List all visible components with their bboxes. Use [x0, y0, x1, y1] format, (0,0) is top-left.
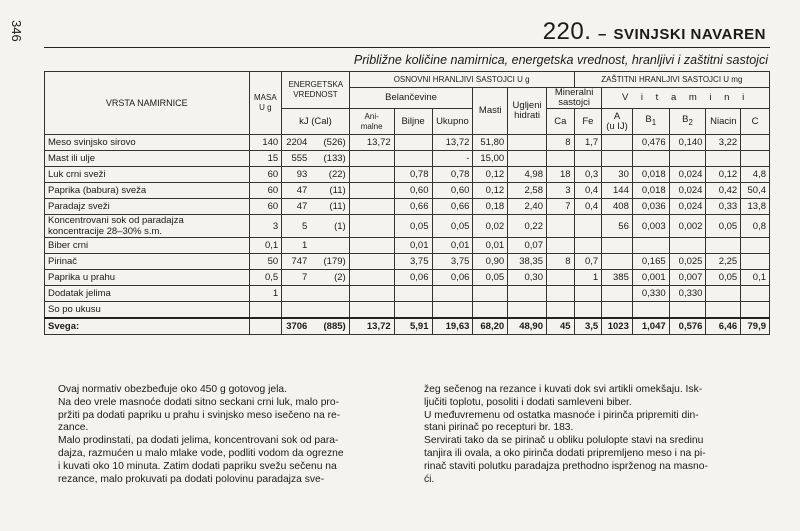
- text-line: tanjira ili ovala, a oko pirinča dodati pripremljeno meso i na pi-: [424, 447, 706, 459]
- cell-kj: 47: [282, 199, 311, 215]
- cell-c: 0,1: [741, 270, 770, 286]
- cell-fe: 0,4: [574, 199, 602, 215]
- nutrition-rows: [45, 135, 770, 335]
- text-line: Na deo vrele masnoće dodati sitno seckani crni luk, malo pro-: [58, 396, 340, 408]
- cell-carbs: [508, 302, 547, 319]
- food-name: [45, 215, 250, 238]
- col-c: C: [741, 109, 770, 135]
- cell-cal: (11): [310, 199, 349, 215]
- cell-cal: (885): [310, 318, 349, 335]
- cell-total: 3,75: [432, 254, 473, 270]
- cell-mass: 140: [249, 135, 282, 151]
- food-name: [45, 302, 250, 319]
- cell-niacin: 0,33: [706, 199, 741, 215]
- cell-b2: 0,024: [669, 183, 706, 199]
- cell-animal: [349, 167, 394, 183]
- cell-b1: 0,018: [632, 183, 669, 199]
- cell-fe: [574, 286, 602, 302]
- cell-plant: 0,66: [394, 199, 432, 215]
- cell-b2: 0,007: [669, 270, 706, 286]
- col-kj: kJ (Cal): [282, 109, 349, 135]
- text-line: Malo prodinstati, pa dodati jelima, koncentrovani sok od para-: [58, 435, 339, 447]
- cell-mass: 0,5: [249, 270, 282, 286]
- cell-fe: 0,7: [574, 254, 602, 270]
- cell-c: [741, 151, 770, 167]
- cell-carbs: 4,98: [508, 167, 547, 183]
- table-row: [45, 151, 770, 167]
- cell-fe: 3,5: [574, 318, 602, 335]
- cell-b2: [669, 238, 706, 254]
- cell-mass: 60: [249, 167, 282, 183]
- col-b1: $B_1$: [632, 109, 669, 135]
- table-row: [45, 238, 770, 254]
- cell-total: 19,63: [432, 318, 473, 335]
- cell-kj: 47: [282, 183, 311, 199]
- cell-b1: [632, 238, 669, 254]
- cell-kj: 555: [282, 151, 311, 167]
- cell-mass: 60: [249, 199, 282, 215]
- text-line: zance.: [58, 422, 89, 434]
- page-number: 346: [9, 20, 24, 42]
- recipe-dash: –: [598, 26, 607, 43]
- col-basic-group: OSNOVNI HRANLJIVI SASTOJCI U g: [349, 72, 574, 88]
- cell-c: 0,8: [741, 215, 770, 238]
- recipe-name: SVINJSKI NAVAREN: [613, 26, 766, 43]
- cell-cal: (11): [310, 183, 349, 199]
- cell-fe: [574, 238, 602, 254]
- cell-a: [602, 286, 633, 302]
- cell-fat: 0,02: [473, 215, 508, 238]
- cell-fat: 0,05: [473, 270, 508, 286]
- cell-kj: 3706: [282, 318, 311, 335]
- cell-ca: [547, 215, 575, 238]
- cell-b1: 0,018: [632, 167, 669, 183]
- cell-kj: 7: [282, 270, 311, 286]
- text-line: ći.: [424, 473, 435, 485]
- cell-cal: (133): [310, 151, 349, 167]
- cell-fe: 1: [574, 270, 602, 286]
- instructions-right-column: [424, 384, 774, 486]
- cell-total: 13,72: [432, 135, 473, 151]
- cell-ca: 3: [547, 183, 575, 199]
- cell-plant: [394, 151, 432, 167]
- text-line: U međuvremenu od ostatka masnoće i pirinča pripremiti din-: [424, 409, 699, 421]
- col-plant: Biljne: [394, 109, 432, 135]
- cell-mass: [249, 318, 282, 335]
- food-name-text: Paprika u prahu: [48, 272, 116, 283]
- food-name: [45, 167, 250, 183]
- cell-b1: [632, 302, 669, 319]
- cell-carbs: 38,35: [508, 254, 547, 270]
- food-name-text: Meso svinjsko sirovo: [48, 137, 136, 148]
- table-row: [45, 215, 770, 238]
- table-row: [45, 199, 770, 215]
- col-fe: Fe: [574, 109, 602, 135]
- food-name: [45, 318, 250, 335]
- table-row: [45, 135, 770, 151]
- cell-kj: 747: [282, 254, 311, 270]
- cell-plant: 0,01: [394, 238, 432, 254]
- cell-kj: [282, 302, 311, 319]
- cell-carbs: 48,90: [508, 318, 547, 335]
- cell-animal: [349, 254, 394, 270]
- cell-fat: 0,90: [473, 254, 508, 270]
- cell-plant: 0,78: [394, 167, 432, 183]
- col-proteins: Belančevine: [349, 88, 473, 109]
- text-line: i kuvati oko 10 minuta. Zatim dodati papriku svežu sečenu na: [58, 460, 337, 472]
- cell-niacin: 0,12: [706, 167, 741, 183]
- cell-ca: 45: [547, 318, 575, 335]
- col-fat: Masti: [473, 88, 508, 135]
- cell-c: [741, 238, 770, 254]
- cell-plant: [394, 135, 432, 151]
- cell-kj: 5: [282, 215, 311, 238]
- cell-niacin: [706, 151, 741, 167]
- cell-ca: [547, 151, 575, 167]
- cell-a: 30: [602, 167, 633, 183]
- cell-cal: [310, 286, 349, 302]
- instructions-left-column: [58, 384, 398, 486]
- col-energy: ENERGETSKA VREDNOST: [282, 72, 349, 109]
- cell-total: 0,78: [432, 167, 473, 183]
- food-name-text: Biber crni: [48, 240, 89, 251]
- cell-plant: [394, 302, 432, 319]
- cell-plant: 3,75: [394, 254, 432, 270]
- cell-ca: 8: [547, 135, 575, 151]
- cell-mass: 3: [249, 215, 282, 238]
- cell-niacin: [706, 302, 741, 319]
- cell-carbs: 0,30: [508, 270, 547, 286]
- cell-cal: (2): [310, 270, 349, 286]
- cell-kj: [282, 286, 311, 302]
- cell-mass: 60: [249, 183, 282, 199]
- cell-animal: [349, 238, 394, 254]
- cell-a: [602, 238, 633, 254]
- cell-animal: [349, 270, 394, 286]
- cell-fat: 68,20: [473, 318, 508, 335]
- cell-kj: 93: [282, 167, 311, 183]
- cell-total: 0,06: [432, 270, 473, 286]
- table-row: [45, 302, 770, 319]
- food-name-text: Paradajz sveži: [48, 201, 110, 212]
- cell-b1: 0,001: [632, 270, 669, 286]
- cell-c: 4,8: [741, 167, 770, 183]
- cell-fat: [473, 286, 508, 302]
- col-protective-group: ZAŠTITNI HRANLJIVI SASTOJCI U mg: [574, 72, 769, 88]
- col-ca: Ca: [547, 109, 575, 135]
- cell-carbs: 2,40: [508, 199, 547, 215]
- cell-niacin: 0,05: [706, 270, 741, 286]
- cell-total: 0,66: [432, 199, 473, 215]
- cell-a: [602, 135, 633, 151]
- header-rule: [44, 47, 770, 48]
- recipe-subtitle: Približne količine namirnica, energetska vrednost, hranljivi i zaštitni sastojci: [353, 53, 768, 67]
- cell-ca: 8: [547, 254, 575, 270]
- cell-animal: 13,72: [349, 318, 394, 335]
- cell-carbs: 0,22: [508, 215, 547, 238]
- cell-ca: 18: [547, 167, 575, 183]
- table-row: [45, 254, 770, 270]
- total-row: [45, 318, 770, 335]
- cell-cal: (1): [310, 215, 349, 238]
- cell-total: [432, 286, 473, 302]
- cell-ca: [547, 302, 575, 319]
- cell-b2: 0,576: [669, 318, 706, 335]
- col-niacin: Niacin: [706, 109, 741, 135]
- cell-mass: 15: [249, 151, 282, 167]
- cell-total: 0,01: [432, 238, 473, 254]
- cell-a: 56: [602, 215, 633, 238]
- text-line: Ovaj normativ obezbeđuje oko 450 g gotovog jela.: [58, 384, 287, 395]
- food-name-text: Dodatak jelima: [48, 288, 111, 299]
- food-name-text: So po ukusu: [48, 304, 101, 315]
- col-minerals: Mineralni sastojci: [547, 88, 602, 109]
- cell-a: [602, 302, 633, 319]
- cell-b2: 0,140: [669, 135, 706, 151]
- cell-fe: [574, 302, 602, 319]
- food-name: [45, 135, 250, 151]
- cell-mass: 1: [249, 286, 282, 302]
- cell-fat: 0,12: [473, 183, 508, 199]
- cell-niacin: [706, 286, 741, 302]
- col-carbs: Ugljeni hidrati: [508, 88, 547, 135]
- cell-fat: [473, 302, 508, 319]
- cell-niacin: 6,46: [706, 318, 741, 335]
- cell-b1: 0,036: [632, 199, 669, 215]
- food-name-text: Svega:: [48, 321, 80, 332]
- table-row: [45, 183, 770, 199]
- cell-fe: [574, 215, 602, 238]
- cell-total: 0,60: [432, 183, 473, 199]
- cell-animal: [349, 286, 394, 302]
- cell-cal: [310, 302, 349, 319]
- cell-carbs: [508, 286, 547, 302]
- cell-b2: 0,330: [669, 286, 706, 302]
- cell-b2: 0,002: [669, 215, 706, 238]
- food-name: [45, 270, 250, 286]
- table-row: [45, 270, 770, 286]
- cell-animal: [349, 151, 394, 167]
- cell-fe: 0,4: [574, 183, 602, 199]
- col-b2: $B_2$: [669, 109, 706, 135]
- cell-c: 79,9: [741, 318, 770, 335]
- cell-ca: [547, 286, 575, 302]
- cell-mass: [249, 302, 282, 319]
- cell-cal: [310, 238, 349, 254]
- cell-plant: 0,60: [394, 183, 432, 199]
- cell-b1: 0,003: [632, 215, 669, 238]
- cell-cal: (179): [310, 254, 349, 270]
- food-name-text: Mast ili ulje: [48, 153, 95, 164]
- col-total: Ukupno: [432, 109, 473, 135]
- cell-animal: [349, 199, 394, 215]
- cell-a: 144: [602, 183, 633, 199]
- cell-plant: [394, 286, 432, 302]
- cell-carbs: 0,07: [508, 238, 547, 254]
- cell-cal: (22): [310, 167, 349, 183]
- table-row: [45, 167, 770, 183]
- text-line: rinač staviti polutku paradajza prethodno isprženog na masno-: [424, 460, 708, 472]
- cell-fe: 1,7: [574, 135, 602, 151]
- food-name: [45, 286, 250, 302]
- food-name-text: Luk crni sveži: [48, 169, 106, 180]
- nutrition-table: [44, 71, 770, 335]
- food-name-text: Pirinač: [48, 256, 78, 267]
- cell-b2: [669, 302, 706, 319]
- cell-c: 50,4: [741, 183, 770, 199]
- food-name: [45, 183, 250, 199]
- cell-niacin: 0,42: [706, 183, 741, 199]
- cell-plant: 5,91: [394, 318, 432, 335]
- cell-a: [602, 151, 633, 167]
- cell-animal: [349, 302, 394, 319]
- cell-animal: [349, 215, 394, 238]
- cell-cal: (526): [310, 135, 349, 151]
- cell-fat: 15,00: [473, 151, 508, 167]
- cell-total: 0,05: [432, 215, 473, 238]
- cell-c: 13,8: [741, 199, 770, 215]
- cell-plant: 0,06: [394, 270, 432, 286]
- cell-a: [602, 254, 633, 270]
- cell-total: -: [432, 151, 473, 167]
- cell-b1: 0,165: [632, 254, 669, 270]
- table-row: [45, 286, 770, 302]
- col-mass: MASA U g: [249, 72, 282, 135]
- cell-ca: [547, 270, 575, 286]
- cell-total: [432, 302, 473, 319]
- text-line: žeg sečenog na rezance i kuvati dok svi artikli omekšaju. Isk-: [424, 384, 703, 395]
- food-name: [45, 199, 250, 215]
- cell-ca: 7: [547, 199, 575, 215]
- cell-animal: 13,72: [349, 135, 394, 151]
- text-line: ljučiti toplotu, posoliti i dodati samleveni biber.: [424, 396, 632, 408]
- cell-niacin: 0,05: [706, 215, 741, 238]
- cell-ca: [547, 238, 575, 254]
- cell-niacin: [706, 238, 741, 254]
- cell-fe: 0,3: [574, 167, 602, 183]
- food-name-text-line2: koncentracije 28–30% s.m.: [48, 226, 163, 237]
- cell-a: 1023: [602, 318, 633, 335]
- cell-b2: [669, 151, 706, 167]
- cell-b1: 0,330: [632, 286, 669, 302]
- cell-kj: 2204: [282, 135, 311, 151]
- cell-fe: [574, 151, 602, 167]
- cell-c: [741, 135, 770, 151]
- cell-b2: 0,024: [669, 199, 706, 215]
- text-line: dajza, razmućen u malo mlake vode, podliti vodom da ogrezne: [58, 447, 344, 459]
- col-a: A (u IJ): [602, 109, 633, 135]
- food-name: [45, 151, 250, 167]
- cell-animal: [349, 183, 394, 199]
- cell-fat: 0,12: [473, 167, 508, 183]
- recipe-number: 220.: [542, 18, 592, 45]
- col-vitamins: V i t a m i n i: [602, 88, 770, 109]
- cell-fat: 51,80: [473, 135, 508, 151]
- cell-niacin: 2,25: [706, 254, 741, 270]
- cell-plant: 0,05: [394, 215, 432, 238]
- cell-fat: 0,18: [473, 199, 508, 215]
- text-line: stani pirinač po recepturi br. 183.: [424, 422, 574, 434]
- cell-c: [741, 254, 770, 270]
- text-line: pržiti pa dodati papriku u prahu i svinjsko meso isečeno na re-: [58, 409, 341, 421]
- cell-a: 385: [602, 270, 633, 286]
- cell-b2: 0,024: [669, 167, 706, 183]
- text-line: rezance, malo prokuvati pa dodati polovinu paradajza sve-: [58, 473, 325, 485]
- cell-fat: 0,01: [473, 238, 508, 254]
- cell-b2: 0,025: [669, 254, 706, 270]
- cell-niacin: 3,22: [706, 135, 741, 151]
- cell-c: [741, 286, 770, 302]
- col-animal: Ani-malne: [349, 109, 394, 135]
- col-food: VRSTA NAMIRNICE: [45, 72, 250, 135]
- cell-b1: [632, 151, 669, 167]
- cell-kj: 1: [282, 238, 311, 254]
- cell-mass: 50: [249, 254, 282, 270]
- cell-b1: 0,476: [632, 135, 669, 151]
- food-name: [45, 254, 250, 270]
- recipe-title: [543, 18, 766, 46]
- cell-c: [741, 302, 770, 319]
- cell-b1: 1,047: [632, 318, 669, 335]
- cell-carbs: [508, 135, 547, 151]
- cell-mass: 0,1: [249, 238, 282, 254]
- cell-carbs: 2,58: [508, 183, 547, 199]
- text-line: Servirati tako da se pirinač u obliku polulopte stavi na sredinu: [424, 435, 704, 447]
- cell-a: 408: [602, 199, 633, 215]
- food-name-text: Koncentrovani sok od paradajza: [48, 215, 184, 226]
- food-name-text: Paprika (babura) sveža: [48, 185, 147, 196]
- cell-carbs: [508, 151, 547, 167]
- food-name: [45, 238, 250, 254]
